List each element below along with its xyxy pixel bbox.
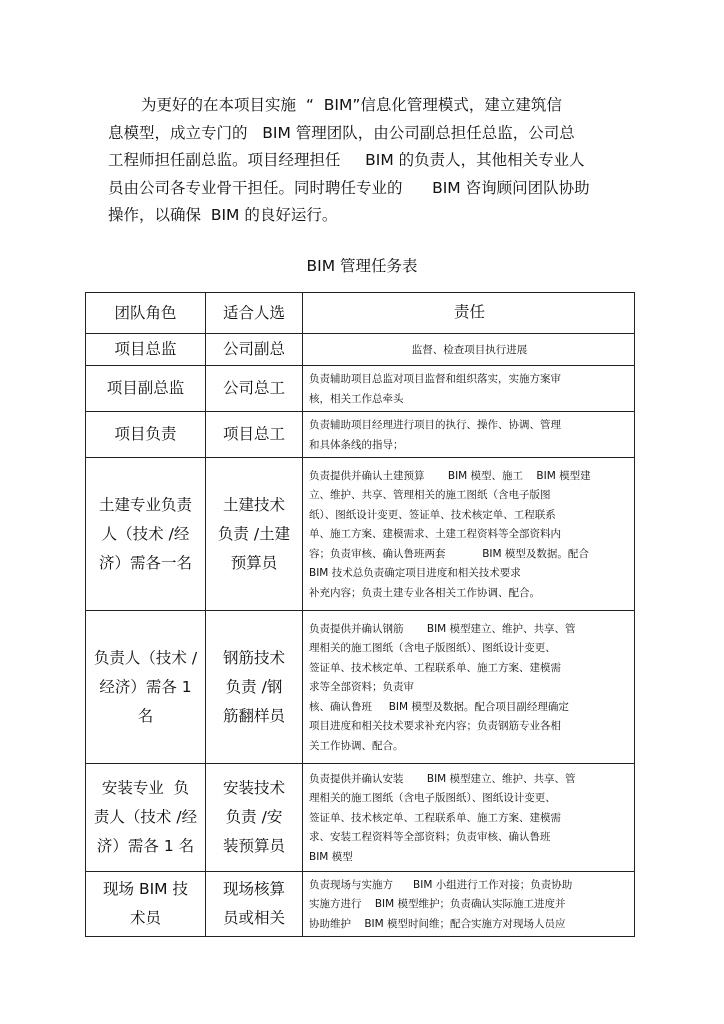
person-cell-line: 土建技术	[222, 495, 285, 514]
role-cell-line: 人（技术 /经	[101, 524, 190, 543]
duty-line: 监督、检查项目执行进展	[411, 343, 528, 356]
person-cell-line: 预算员	[230, 553, 278, 572]
role-cell-line: 现场 BIM 技	[103, 880, 188, 898]
table-row	[86, 412, 635, 458]
role-cell-line: 名	[137, 706, 154, 725]
person-cell-line: 筋翻样员	[222, 706, 285, 725]
role-cell-line: 项目总监	[114, 340, 177, 358]
intro-line: 为更好的在本项目实施 “ BIM”信息化管理模式，建立建筑信	[141, 96, 562, 114]
person-cell-line: 负责 /钢	[225, 677, 283, 696]
duty-cell	[303, 611, 635, 764]
duty-cell	[303, 334, 635, 366]
duty-line: 求、安装工程资料等全部资料；负责审核、确认鲁班	[309, 831, 551, 844]
duty-line: 实施方进行 BIM 模型维护；负责确认实际施工进度并	[309, 898, 566, 911]
duty-line: BIM 模型	[309, 850, 353, 863]
duty-line: BIM 技术总负责确定项目进度和相关技术要求	[309, 567, 521, 580]
table-row	[86, 872, 635, 937]
header-role: 团队角色	[86, 293, 206, 334]
duty-line: 求等全部资料；负责审	[309, 681, 414, 694]
duty-line: 负责提供并确认土建预算 BIM 模型、施工 BIM 模型建	[309, 469, 591, 482]
intro-line: 工程师担任副总监。项目经理担任 BIM 的负责人，其他相关专业人	[108, 151, 585, 169]
role-cell	[86, 334, 206, 366]
header-duty: 责任	[303, 293, 635, 334]
person-cell-line: 项目总工	[222, 425, 285, 443]
duty-line: 补充内容；负责土建专业各相关工作协调、配合。	[309, 586, 540, 599]
table-title: BIM 管理任务表	[306, 257, 418, 275]
duty-line: 项目进度和相关技术要求补充内容；负责钢筋专业各相	[309, 720, 561, 733]
role-cell-line: 济）需各一名	[98, 553, 192, 572]
intro-line: 息模型，成立专门的 BIM 管理团队，由公司副总担任总监，公司总	[108, 123, 575, 142]
person-cell-line: 公司副总	[222, 340, 285, 358]
duty-cell	[303, 412, 635, 458]
duty-line: 核、确认鲁班 BIM 模型及数据。配合项目副经理确定	[309, 700, 569, 713]
role-cell	[86, 412, 206, 458]
person-cell-line: 公司总工	[222, 379, 285, 397]
duty-cell	[303, 764, 635, 872]
person-cell-line: 安装技术	[222, 779, 285, 797]
role-cell	[86, 872, 206, 937]
person-cell-line: 负责 /土建	[217, 524, 291, 543]
role-cell	[86, 366, 206, 412]
duty-cell	[303, 458, 635, 611]
duty-line: 关工作协调、配合。	[309, 739, 404, 752]
person-cell	[206, 611, 303, 764]
duty-line: 负责提供并确认钢筋 BIM 模型建立、维护、共享、管	[309, 622, 576, 635]
role-cell-line: 项目负责	[114, 425, 177, 443]
person-cell	[206, 412, 303, 458]
duty-line: 容；负责审核、确认鲁班两套 BIM 模型及数据。配合	[309, 547, 589, 560]
person-cell	[206, 872, 303, 937]
person-cell-line: 现场核算	[222, 880, 285, 898]
table-row	[86, 611, 635, 764]
duty-cell	[303, 366, 635, 412]
role-cell-line: 术员	[129, 909, 161, 927]
duty-cell	[303, 872, 635, 937]
role-cell-line: 责人（技术 /经	[93, 808, 198, 826]
duty-line: 签证单、技术核定单、工程联系单、施工方案、建模需	[309, 811, 561, 824]
role-cell-line: 经济）需各 1	[99, 677, 192, 696]
duty-line: 负责辅助项目总监对项目监督和组织落实，实施方案审	[309, 373, 561, 385]
role-cell-line: 土建专业负责	[98, 495, 192, 514]
duty-line: 理相关的施工图纸（含电子版图纸）、图纸设计变更、	[309, 792, 556, 805]
table-row	[86, 366, 635, 412]
duty-line: 签证单、技术核定单、工程联系单、施工方案、建模需	[309, 661, 561, 674]
header-person: 适合人选	[206, 293, 303, 334]
role-cell	[86, 458, 206, 611]
duty-line: 负责辅助项目经理进行项目的执行、操作、协调、管理	[309, 419, 561, 431]
person-cell-line: 钢筋技术	[222, 648, 285, 667]
role-cell	[86, 611, 206, 764]
person-cell-line: 装预算员	[222, 837, 285, 855]
table-row	[86, 764, 635, 872]
person-cell-line: 负责 /安	[225, 808, 283, 826]
intro-line: 操作，以确保 BIM 的良好运行。	[108, 206, 338, 224]
table-row	[86, 458, 635, 611]
table-header-row	[86, 293, 635, 334]
duty-line: 单、施工方案、建模需求、土建工程资料等全部资料内	[309, 528, 561, 541]
person-cell	[206, 764, 303, 872]
duty-line: 核，相关工作总牵头	[309, 392, 404, 405]
role-cell	[86, 764, 206, 872]
bim-task-table	[85, 292, 635, 937]
duty-line: 协助维护 BIM 模型时间维；配合实施方对现场人员应	[309, 917, 566, 930]
intro-paragraph	[108, 92, 608, 230]
intro-line: 员由公司各专业骨干担任。同时聘任专业的 BIM 咨询顾问团队协助	[108, 178, 590, 197]
person-cell	[206, 458, 303, 611]
role-cell-line: 安装专业 负	[101, 779, 190, 797]
duty-line: 理相关的施工图纸（含电子版图纸）、图纸设计变更、	[309, 642, 556, 655]
duty-line: 负责现场与实施方 BIM 小组进行工作对接；负责协助	[309, 878, 573, 891]
role-cell-line: 项目副总监	[106, 379, 185, 397]
duty-line: 纸）、图纸设计变更、签证单、技术核定单、工程联系	[309, 508, 556, 521]
role-cell-line: 负责人（技术 /	[93, 648, 198, 667]
duty-line: 立、维护、共享、管理相关的施工图纸（含电子版图	[309, 489, 551, 502]
person-cell-line: 员或相关	[222, 909, 285, 927]
duty-line: 和具体条线的指导；	[309, 438, 404, 451]
role-cell-line: 济）需各 1 名	[96, 837, 195, 855]
person-cell	[206, 334, 303, 366]
person-cell	[206, 366, 303, 412]
table-row	[86, 334, 635, 366]
duty-line: 负责提供并确认安装 BIM 模型建立、维护、共享、管	[309, 772, 576, 785]
